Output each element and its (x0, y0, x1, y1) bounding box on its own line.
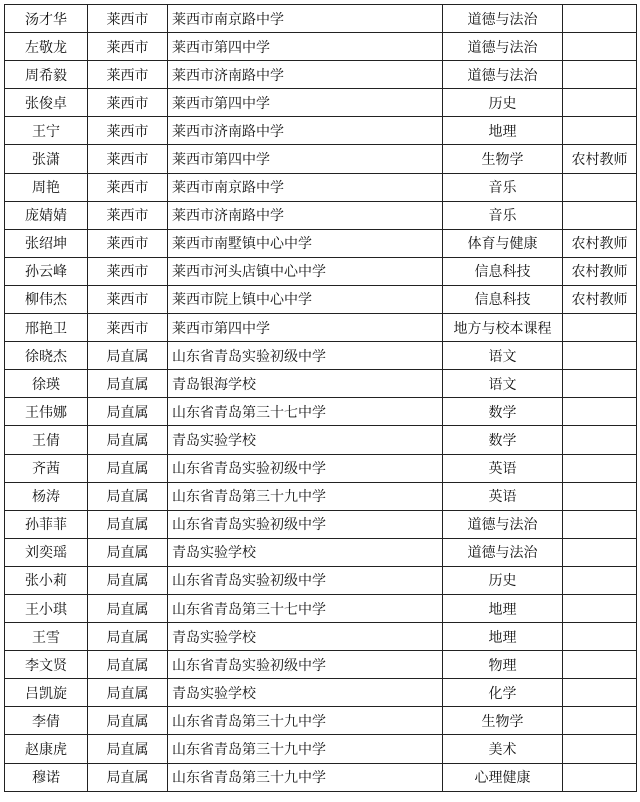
subject-cell: 英语 (443, 454, 563, 482)
subject-cell: 物理 (443, 651, 563, 679)
note-cell (563, 735, 637, 763)
name-cell: 王雪 (5, 623, 88, 651)
subject-cell: 化学 (443, 679, 563, 707)
subject-cell: 地理 (443, 623, 563, 651)
subject-cell: 语文 (443, 370, 563, 398)
note-cell (563, 538, 637, 566)
note-cell (563, 566, 637, 594)
school-cell: 莱西市济南路中学 (168, 61, 443, 89)
district-cell: 局直属 (88, 651, 168, 679)
name-cell: 张潇 (5, 145, 88, 173)
note-cell (563, 679, 637, 707)
district-cell: 局直属 (88, 398, 168, 426)
school-cell: 莱西市南京路中学 (168, 5, 443, 33)
table-body (5, 5, 637, 792)
note-cell (563, 342, 637, 370)
district-cell: 莱西市 (88, 89, 168, 117)
subject-cell: 体育与健康 (443, 229, 563, 257)
table-row (5, 510, 637, 538)
name-cell: 孙云峰 (5, 257, 88, 285)
school-cell: 山东省青岛第三十九中学 (168, 735, 443, 763)
school-cell: 莱西市院上镇中心中学 (168, 285, 443, 313)
name-cell: 张俊卓 (5, 89, 88, 117)
note-cell (563, 61, 637, 89)
note-cell (563, 651, 637, 679)
subject-cell: 心理健康 (443, 763, 563, 791)
district-cell: 莱西市 (88, 257, 168, 285)
name-cell: 王小琪 (5, 594, 88, 622)
subject-cell: 历史 (443, 566, 563, 594)
note-cell (563, 314, 637, 342)
table-row (5, 594, 637, 622)
note-cell: 农村教师 (563, 145, 637, 173)
note-cell (563, 707, 637, 735)
school-cell: 山东省青岛实验初级中学 (168, 566, 443, 594)
subject-cell: 生物学 (443, 707, 563, 735)
school-cell: 莱西市第四中学 (168, 33, 443, 61)
school-cell: 莱西市济南路中学 (168, 117, 443, 145)
note-cell (563, 454, 637, 482)
note-cell: 农村教师 (563, 257, 637, 285)
name-cell: 王伟娜 (5, 398, 88, 426)
name-cell: 吕凯旋 (5, 679, 88, 707)
school-cell: 山东省青岛第三十九中学 (168, 707, 443, 735)
table-row (5, 117, 637, 145)
table-row (5, 201, 637, 229)
note-cell (563, 117, 637, 145)
subject-cell: 音乐 (443, 201, 563, 229)
district-cell: 局直属 (88, 679, 168, 707)
subject-cell: 地理 (443, 594, 563, 622)
subject-cell: 音乐 (443, 173, 563, 201)
subject-cell: 数学 (443, 398, 563, 426)
name-cell: 张绍坤 (5, 229, 88, 257)
district-cell: 局直属 (88, 482, 168, 510)
name-cell: 杨涛 (5, 482, 88, 510)
school-cell: 莱西市南墅镇中心中学 (168, 229, 443, 257)
school-cell: 山东省青岛第三十九中学 (168, 763, 443, 791)
district-cell: 莱西市 (88, 201, 168, 229)
note-cell: 农村教师 (563, 285, 637, 313)
table-row (5, 623, 637, 651)
name-cell: 柳伟杰 (5, 285, 88, 313)
name-cell: 徐瑛 (5, 370, 88, 398)
name-cell: 周艳 (5, 173, 88, 201)
name-cell: 刘奕瑶 (5, 538, 88, 566)
table-row (5, 5, 637, 33)
subject-cell: 英语 (443, 482, 563, 510)
district-cell: 局直属 (88, 594, 168, 622)
subject-cell: 道德与法治 (443, 538, 563, 566)
school-cell: 莱西市南京路中学 (168, 173, 443, 201)
district-cell: 莱西市 (88, 229, 168, 257)
note-cell (563, 398, 637, 426)
note-cell (563, 370, 637, 398)
note-cell (563, 510, 637, 538)
district-cell: 莱西市 (88, 285, 168, 313)
name-cell: 左敬龙 (5, 33, 88, 61)
district-cell: 局直属 (88, 370, 168, 398)
table-row (5, 707, 637, 735)
district-cell: 局直属 (88, 454, 168, 482)
district-cell: 莱西市 (88, 61, 168, 89)
district-cell: 局直属 (88, 735, 168, 763)
subject-cell: 信息科技 (443, 257, 563, 285)
subject-cell: 美术 (443, 735, 563, 763)
school-cell: 山东省青岛第三十七中学 (168, 398, 443, 426)
subject-cell: 地理 (443, 117, 563, 145)
district-cell: 莱西市 (88, 145, 168, 173)
subject-cell: 道德与法治 (443, 61, 563, 89)
table-row (5, 679, 637, 707)
name-cell: 李文贤 (5, 651, 88, 679)
name-cell: 王倩 (5, 426, 88, 454)
name-cell: 穆诺 (5, 763, 88, 791)
name-cell: 庞婧婧 (5, 201, 88, 229)
school-cell: 山东省青岛第三十九中学 (168, 482, 443, 510)
district-cell: 局直属 (88, 538, 168, 566)
table-row (5, 173, 637, 201)
table-row (5, 285, 637, 313)
district-cell: 莱西市 (88, 117, 168, 145)
note-cell (563, 33, 637, 61)
name-cell: 李倩 (5, 707, 88, 735)
school-cell: 山东省青岛实验初级中学 (168, 651, 443, 679)
school-cell: 莱西市第四中学 (168, 314, 443, 342)
name-cell: 张小莉 (5, 566, 88, 594)
subject-cell: 道德与法治 (443, 5, 563, 33)
district-cell: 局直属 (88, 623, 168, 651)
subject-cell: 数学 (443, 426, 563, 454)
note-cell (563, 89, 637, 117)
district-cell: 局直属 (88, 510, 168, 538)
district-cell: 局直属 (88, 707, 168, 735)
note-cell (563, 426, 637, 454)
subject-cell: 信息科技 (443, 285, 563, 313)
school-cell: 山东省青岛实验初级中学 (168, 342, 443, 370)
district-cell: 局直属 (88, 763, 168, 791)
district-cell: 莱西市 (88, 33, 168, 61)
name-cell: 汤才华 (5, 5, 88, 33)
note-cell (563, 173, 637, 201)
name-cell: 王宁 (5, 117, 88, 145)
name-cell: 赵康虎 (5, 735, 88, 763)
school-cell: 青岛实验学校 (168, 679, 443, 707)
note-cell (563, 623, 637, 651)
school-cell: 青岛实验学校 (168, 426, 443, 454)
school-cell: 青岛实验学校 (168, 538, 443, 566)
table-row (5, 763, 637, 791)
note-cell (563, 763, 637, 791)
table-row (5, 61, 637, 89)
note-cell (563, 5, 637, 33)
name-cell: 齐茜 (5, 454, 88, 482)
note-cell (563, 482, 637, 510)
district-cell: 莱西市 (88, 173, 168, 201)
district-cell: 局直属 (88, 566, 168, 594)
school-cell: 山东省青岛第三十七中学 (168, 594, 443, 622)
subject-cell: 地方与校本课程 (443, 314, 563, 342)
table-row (5, 538, 637, 566)
table-row (5, 426, 637, 454)
school-cell: 山东省青岛实验初级中学 (168, 510, 443, 538)
subject-cell: 道德与法治 (443, 510, 563, 538)
subject-cell: 语文 (443, 342, 563, 370)
school-cell: 山东省青岛实验初级中学 (168, 454, 443, 482)
table-row (5, 89, 637, 117)
school-cell: 莱西市第四中学 (168, 89, 443, 117)
district-cell: 局直属 (88, 342, 168, 370)
table-row (5, 398, 637, 426)
subject-cell: 生物学 (443, 145, 563, 173)
table-row (5, 145, 637, 173)
table-row (5, 735, 637, 763)
table-row (5, 33, 637, 61)
name-cell: 邢艳卫 (5, 314, 88, 342)
name-cell: 周希毅 (5, 61, 88, 89)
name-cell: 徐晓杰 (5, 342, 88, 370)
school-cell: 莱西市河头店镇中心中学 (168, 257, 443, 285)
table-row (5, 229, 637, 257)
name-cell: 孙菲菲 (5, 510, 88, 538)
note-cell (563, 594, 637, 622)
subject-cell: 历史 (443, 89, 563, 117)
subject-cell: 道德与法治 (443, 33, 563, 61)
table-row (5, 314, 637, 342)
note-cell (563, 201, 637, 229)
school-cell: 莱西市济南路中学 (168, 201, 443, 229)
table-row (5, 342, 637, 370)
note-cell: 农村教师 (563, 229, 637, 257)
school-cell: 青岛银海学校 (168, 370, 443, 398)
table-row (5, 454, 637, 482)
table-row (5, 370, 637, 398)
table-row (5, 257, 637, 285)
table-row (5, 651, 637, 679)
district-cell: 莱西市 (88, 314, 168, 342)
school-cell: 青岛实验学校 (168, 623, 443, 651)
table-row (5, 482, 637, 510)
table-row (5, 566, 637, 594)
district-cell: 局直属 (88, 426, 168, 454)
teacher-list-table (4, 4, 637, 792)
district-cell: 莱西市 (88, 5, 168, 33)
school-cell: 莱西市第四中学 (168, 145, 443, 173)
